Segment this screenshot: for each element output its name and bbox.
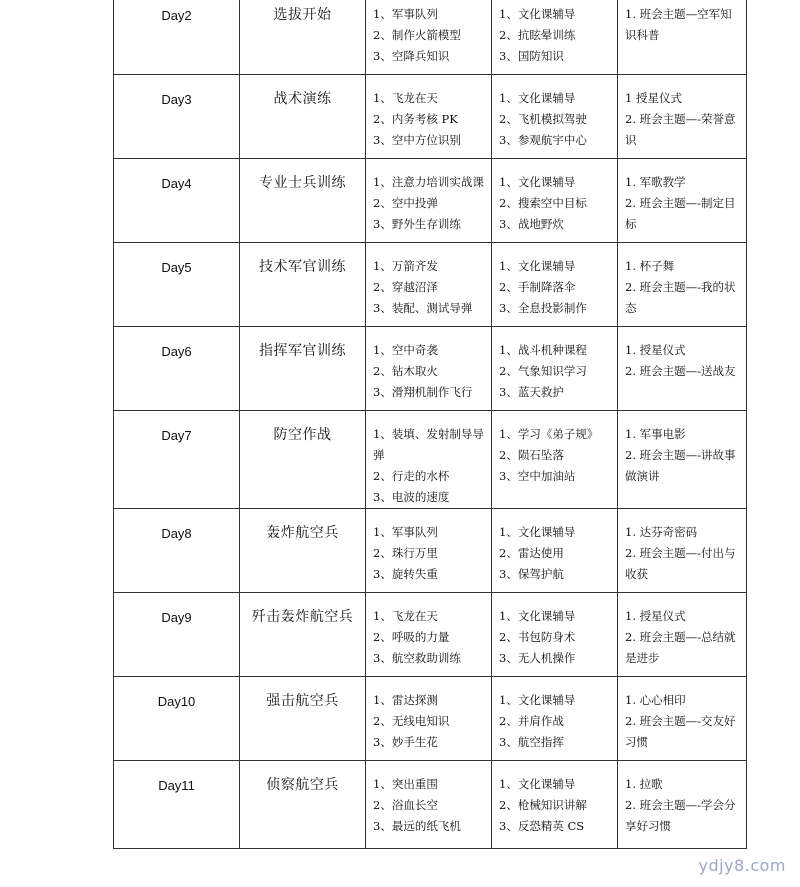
- activity-b-cell: [492, 593, 618, 677]
- activity-b-cell: [492, 159, 618, 243]
- activity-b-cell-list: [492, 593, 617, 669]
- list-item: 3、反恐精英 CS: [499, 819, 585, 833]
- list-item: 3、最远的纸飞机: [373, 819, 461, 833]
- table-row: [114, 761, 747, 849]
- list-item: 3、蓝天救护: [499, 385, 564, 399]
- theme-label: 专业士兵训练: [259, 175, 346, 191]
- list-item: 3、滑翔机制作飞行: [373, 385, 473, 399]
- list-item: 2、气象知识学习: [499, 364, 587, 378]
- activity-a-cell-list: [366, 75, 491, 151]
- evening-cell-list: [618, 761, 746, 837]
- list-item: 1、突出重围: [373, 777, 438, 791]
- day-label: Day8: [161, 526, 192, 541]
- evening-cell: [618, 677, 747, 761]
- list-item: 1、飞龙在天: [373, 91, 438, 105]
- evening-cell: [618, 411, 747, 509]
- list-item: 3、空中方位识别: [373, 133, 461, 147]
- list-item: 1、文化课辅导: [499, 525, 576, 539]
- list-item: 1、注意力培训实战课: [373, 175, 484, 189]
- theme-label: 防空作战: [273, 427, 332, 443]
- activity-b-cell: [492, 243, 618, 327]
- list-item: 2、书包防身术: [499, 630, 576, 644]
- site-watermark: ydjy8.com: [698, 856, 786, 875]
- theme-label: 技术军官训练: [259, 259, 346, 275]
- list-item: 1、文化课辅导: [499, 259, 576, 273]
- activity-a-cell-list: [366, 411, 491, 508]
- list-item: 2、搜索空中目标: [499, 196, 587, 210]
- list-item: 1. 授星仪式: [625, 609, 686, 623]
- evening-cell-list: [618, 327, 746, 382]
- table-row: [114, 593, 747, 677]
- evening-cell: [618, 761, 747, 849]
- list-item: 1、空中奇袭: [373, 343, 438, 357]
- day-cell: [114, 677, 240, 761]
- evening-cell: [618, 159, 747, 243]
- list-item: 2、并肩作战: [499, 714, 564, 728]
- list-item: 2、手制降落伞: [499, 280, 576, 294]
- list-item: 1、文化课辅导: [499, 91, 576, 105]
- theme-cell: [240, 677, 366, 761]
- activity-a-cell: [366, 327, 492, 411]
- evening-cell-list: [618, 593, 746, 669]
- schedule-body: [114, 0, 747, 849]
- list-item: 1. 达芬奇密码: [625, 525, 698, 539]
- list-item: 2、陨石坠落: [499, 448, 564, 462]
- list-item: 2、内务考核 PK: [373, 112, 458, 126]
- activity-b-cell: [492, 0, 618, 75]
- list-item: 2. 班会主题—-制定目标: [625, 196, 736, 231]
- activity-b-cell-list: [492, 509, 617, 585]
- list-item: 2、穿越沼泽: [373, 280, 438, 294]
- day-label: Day7: [161, 428, 192, 443]
- table-row: [114, 75, 747, 159]
- theme-label: 侦察航空兵: [266, 777, 339, 793]
- day-label: Day11: [158, 778, 195, 793]
- activity-a-cell: [366, 761, 492, 849]
- evening-cell-list: [618, 243, 746, 319]
- list-item: 3、妙手生花: [373, 735, 438, 749]
- activity-a-cell: [366, 159, 492, 243]
- list-item: 1. 授星仪式: [625, 343, 686, 357]
- list-item: 1、文化课辅导: [499, 777, 576, 791]
- activity-a-cell-list: [366, 593, 491, 669]
- list-item: 3、空降兵知识: [373, 49, 450, 63]
- day-label: Day9: [161, 610, 192, 625]
- evening-cell: [618, 243, 747, 327]
- activity-a-cell: [366, 0, 492, 75]
- activity-b-cell-list: [492, 411, 617, 487]
- list-item: 1. 拉歌: [625, 777, 663, 791]
- theme-label: 指挥军官训练: [259, 343, 346, 359]
- evening-cell-list: [618, 411, 746, 487]
- activity-b-cell-list: [492, 75, 617, 151]
- theme-label: 强击航空兵: [266, 693, 339, 709]
- list-item: 1、雷达探测: [373, 693, 438, 707]
- day-cell: [114, 509, 240, 593]
- activity-b-cell-list: [492, 761, 617, 837]
- list-item: 2. 班会主题—-讲故事做演讲: [625, 448, 736, 483]
- list-item: 2. 班会主题—-总结就是进步: [625, 630, 736, 665]
- activity-b-cell-list: [492, 327, 617, 403]
- list-item: 3、战地野炊: [499, 217, 564, 231]
- list-item: 2、抗眩晕训练: [499, 28, 576, 42]
- theme-cell: [240, 593, 366, 677]
- list-item: 2. 班会主题—-学会分享好习惯: [625, 798, 736, 833]
- list-item: 3、装配、测试导弹: [373, 301, 473, 315]
- list-item: 2. 班会主题—-荣誉意识: [625, 112, 736, 147]
- activity-b-cell-list: [492, 677, 617, 753]
- evening-cell: [618, 0, 747, 75]
- list-item: 3、保驾护航: [499, 567, 564, 581]
- list-item: 3、参观航宇中心: [499, 133, 587, 147]
- theme-cell: [240, 327, 366, 411]
- activity-a-cell: [366, 75, 492, 159]
- list-item: 2、飞机模拟驾驶: [499, 112, 587, 126]
- list-item: 1、文化课辅导: [499, 7, 576, 21]
- list-item: 2、珠行万里: [373, 546, 438, 560]
- list-item: 2、钻木取火: [373, 364, 438, 378]
- day-cell: [114, 0, 240, 75]
- activity-a-cell-list: [366, 243, 491, 319]
- list-item: 2. 班会主题—-送战友: [625, 364, 736, 378]
- list-item: 2、制作火箭模型: [373, 28, 461, 42]
- activity-a-cell-list: [366, 0, 491, 67]
- day-label: Day4: [161, 176, 192, 191]
- evening-cell: [618, 327, 747, 411]
- evening-cell-list: [618, 509, 746, 585]
- list-item: 3、旋转失重: [373, 567, 438, 581]
- activity-b-cell: [492, 75, 618, 159]
- theme-cell: [240, 243, 366, 327]
- list-item: 1. 军事电影: [625, 427, 686, 441]
- list-item: 2、空中投弹: [373, 196, 438, 210]
- theme-label: 歼击轰炸航空兵: [251, 609, 354, 625]
- activity-a-cell: [366, 593, 492, 677]
- activity-b-cell: [492, 509, 618, 593]
- evening-cell: [618, 593, 747, 677]
- activity-b-cell: [492, 677, 618, 761]
- activity-b-cell-list: [492, 0, 617, 67]
- list-item: 1、装填、发射制导导弹: [373, 427, 484, 462]
- activity-b-cell: [492, 327, 618, 411]
- table-row: [114, 243, 747, 327]
- theme-cell: [240, 509, 366, 593]
- theme-cell: [240, 159, 366, 243]
- list-item: 2、浴血长空: [373, 798, 438, 812]
- theme-label: 战术演练: [273, 91, 332, 107]
- list-item: 2、呼吸的力量: [373, 630, 450, 644]
- list-item: 2、行走的水杯: [373, 469, 450, 483]
- activity-b-cell-list: [492, 159, 617, 235]
- activity-a-cell: [366, 677, 492, 761]
- day-label: Day3: [161, 92, 192, 107]
- list-item: 1. 军歌教学: [625, 175, 686, 189]
- day-cell: [114, 159, 240, 243]
- day-label: Day10: [157, 694, 196, 709]
- evening-cell: [618, 509, 747, 593]
- list-item: 3、空中加油站: [499, 469, 576, 483]
- theme-label: 轰炸航空兵: [266, 525, 339, 541]
- list-item: 3、电波的速度: [373, 490, 450, 504]
- camp-schedule-table: [113, 0, 747, 849]
- list-item: 2. 班会主题—-付出与收获: [625, 546, 736, 581]
- list-item: 2. 班会主题—-交友好习惯: [625, 714, 736, 749]
- list-item: 1、学习《弟子规》: [499, 427, 599, 441]
- activity-a-cell-list: [366, 677, 491, 753]
- activity-b-cell: [492, 411, 618, 509]
- list-item: 3、航空救助训练: [373, 651, 461, 665]
- day-label: Day5: [161, 260, 192, 275]
- list-item: 1. 杯子舞: [625, 259, 675, 273]
- list-item: 3、航空指挥: [499, 735, 564, 749]
- list-item: 1. 班会主题—空军知识科普: [625, 7, 732, 42]
- list-item: 2、无线电知识: [373, 714, 450, 728]
- theme-cell: [240, 75, 366, 159]
- activity-b-cell: [492, 761, 618, 849]
- evening-cell-list: [618, 159, 746, 235]
- list-item: 2、雷达使用: [499, 546, 564, 560]
- list-item: 1、文化课辅导: [499, 609, 576, 623]
- activity-a-cell: [366, 243, 492, 327]
- activity-a-cell: [366, 411, 492, 509]
- day-label: Day2: [161, 8, 192, 23]
- day-label: Day6: [161, 344, 192, 359]
- table-row: [114, 509, 747, 593]
- day-cell: [114, 243, 240, 327]
- list-item: 1、军事队列: [373, 525, 438, 539]
- list-item: 1. 心心相印: [625, 693, 686, 707]
- list-item: 3、野外生存训练: [373, 217, 461, 231]
- list-item: 1、文化课辅导: [499, 175, 576, 189]
- day-cell: [114, 327, 240, 411]
- theme-cell: [240, 0, 366, 75]
- list-item: 1、万箭齐发: [373, 259, 438, 273]
- list-item: 2. 班会主题—-我的状态: [625, 280, 736, 315]
- evening-cell-list: [618, 75, 746, 151]
- theme-label: 选拔开始: [273, 7, 332, 23]
- activity-b-cell-list: [492, 243, 617, 319]
- activity-a-cell-list: [366, 159, 491, 235]
- evening-cell-list: [618, 677, 746, 753]
- day-cell: [114, 75, 240, 159]
- activity-a-cell-list: [366, 761, 491, 837]
- evening-cell-list: [618, 0, 746, 46]
- day-cell: [114, 761, 240, 849]
- day-cell: [114, 593, 240, 677]
- day-cell: [114, 411, 240, 509]
- list-item: 1、飞龙在天: [373, 609, 438, 623]
- list-item: 3、国防知识: [499, 49, 564, 63]
- table-row: [114, 677, 747, 761]
- activity-a-cell: [366, 509, 492, 593]
- list-item: 1、战斗机种课程: [499, 343, 587, 357]
- list-item: 2、枪械知识讲解: [499, 798, 587, 812]
- table-row: [114, 0, 747, 75]
- theme-cell: [240, 761, 366, 849]
- table-row: [114, 411, 747, 509]
- activity-a-cell-list: [366, 509, 491, 585]
- list-item: 3、无人机操作: [499, 651, 576, 665]
- theme-cell: [240, 411, 366, 509]
- activity-a-cell-list: [366, 327, 491, 403]
- list-item: 1、文化课辅导: [499, 693, 576, 707]
- list-item: 3、全息投影制作: [499, 301, 587, 315]
- table-row: [114, 327, 747, 411]
- list-item: 1 授星仪式: [625, 91, 682, 105]
- evening-cell: [618, 75, 747, 159]
- table-row: [114, 159, 747, 243]
- list-item: 1、军事队列: [373, 7, 438, 21]
